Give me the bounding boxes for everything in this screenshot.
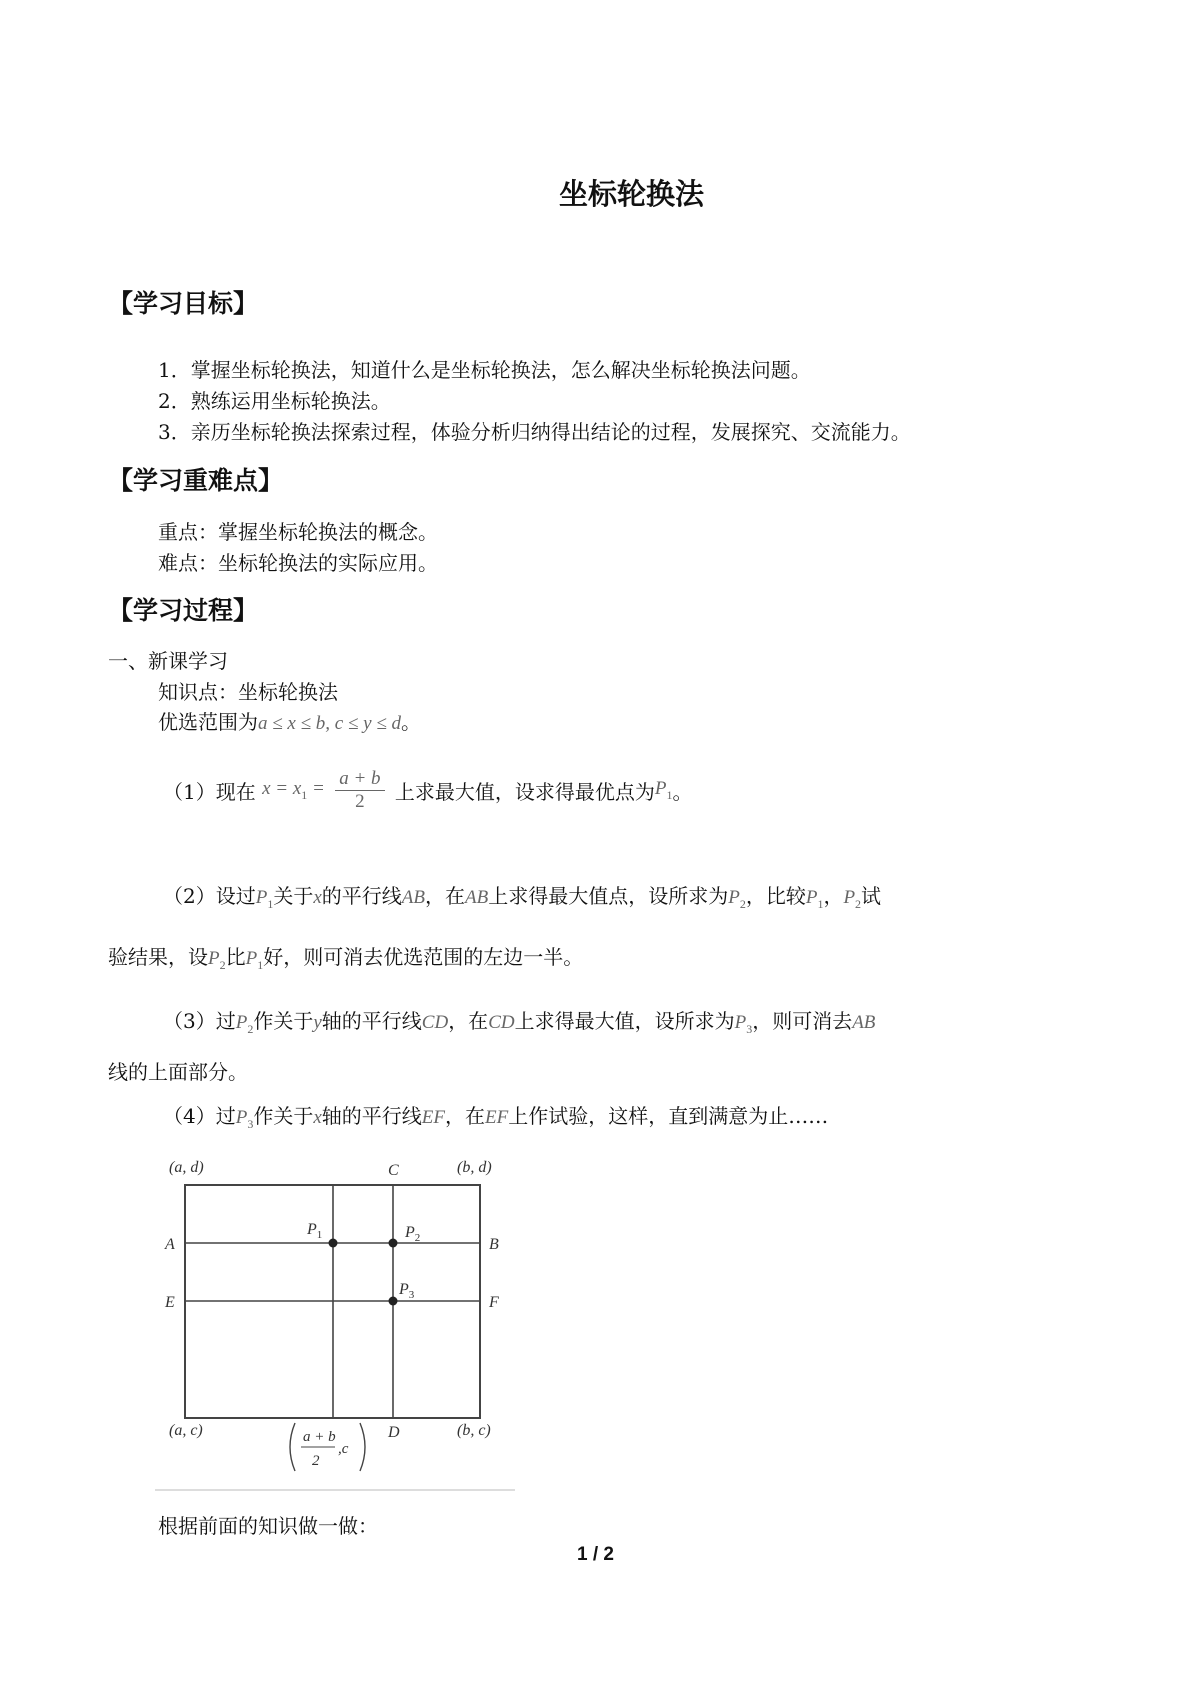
figure-point-p1 bbox=[329, 1239, 338, 1248]
range-prefix: 优选范围为 bbox=[158, 710, 258, 734]
label-d: D bbox=[388, 1424, 400, 1441]
corner-bottom-left: (a, c) bbox=[169, 1422, 203, 1439]
step-4-end: 上作试验，这样，直到满意为止…… bbox=[508, 1104, 829, 1128]
step-4-prefix: （4）过 bbox=[163, 1104, 236, 1128]
step-3-cd: CD bbox=[421, 1012, 449, 1033]
label-e: E bbox=[165, 1294, 175, 1311]
step-3-prefix: （3）过 bbox=[163, 1009, 236, 1033]
step-2-p1: $P_1$ bbox=[255, 887, 274, 911]
page-number: 1 / 2 bbox=[577, 1544, 614, 1565]
step-2-line-2 bbox=[108, 941, 583, 973]
label-p1: $P_1$ bbox=[307, 1221, 323, 1241]
step-3-p3: $P_3$ bbox=[734, 1012, 753, 1036]
figure-point-p3 bbox=[389, 1297, 398, 1306]
step-4-p3: $P_3$ bbox=[235, 1107, 254, 1131]
step-2-bi: 比 bbox=[225, 945, 246, 969]
step-2-x: x bbox=[313, 887, 322, 908]
step-2-shi: 试 bbox=[861, 884, 882, 908]
step-2-p1-c: $P_1$ bbox=[245, 948, 264, 972]
step-3-ab: AB bbox=[852, 1012, 876, 1033]
step-2-find: 上求得最大值点，设所求为 bbox=[488, 884, 729, 908]
step-1 bbox=[163, 768, 693, 813]
corner-top-left: (a, d) bbox=[169, 1159, 204, 1176]
knowledge-point: 知识点：坐标轮换法 bbox=[158, 680, 338, 704]
label-c: C bbox=[388, 1162, 399, 1179]
after-figure-text: 根据前面的知识做一做： bbox=[158, 1514, 378, 1538]
figure-point-p2 bbox=[389, 1239, 398, 1248]
svg-text:a + b: a + b bbox=[303, 1429, 336, 1445]
step-3-on: ，在 bbox=[448, 1009, 489, 1033]
step-1-fraction: $\frac{a + b}{2}$ bbox=[335, 768, 384, 813]
step-1-p1: $P_1$ bbox=[654, 778, 673, 802]
svg-text:2: 2 bbox=[312, 1453, 320, 1469]
step-4-x: x bbox=[313, 1107, 322, 1128]
label-f: F bbox=[489, 1294, 499, 1311]
range-math: a ≤ x ≤ b, c ≤ y ≤ d bbox=[258, 713, 402, 734]
goal-item-3: 3．亲历坐标轮换法探索过程，体验分析归纳得出结论的过程，发展探究、交流能力。 bbox=[158, 420, 911, 444]
label-p3: $P_3$ bbox=[399, 1281, 415, 1301]
step-2-about: 关于 bbox=[273, 884, 314, 908]
step-2-result: 验结果，设 bbox=[108, 945, 208, 969]
label-a: A bbox=[165, 1236, 175, 1253]
step-4-parallel: 轴的平行线 bbox=[321, 1104, 422, 1128]
step-4-ef: EF bbox=[421, 1107, 445, 1128]
step-1-x-eq: $x = x_1$ = bbox=[262, 778, 325, 802]
step-2-p2-b: $P_2$ bbox=[843, 887, 862, 911]
step-2-p1-b: $P_1$ bbox=[805, 887, 824, 911]
step-2-ab: AB bbox=[401, 887, 425, 908]
goal-item-1: 1．掌握坐标轮换法，知道什么是坐标轮换法，怎么解决坐标轮换法问题。 bbox=[158, 358, 811, 382]
corner-bottom-right: (b, c) bbox=[457, 1422, 491, 1439]
step-1-end: 。 bbox=[672, 780, 693, 804]
step-2-ab-2: AB bbox=[465, 887, 489, 908]
step-2-parallel: 的平行线 bbox=[321, 884, 402, 908]
step-3-line-1 bbox=[163, 1005, 875, 1037]
step-3-parallel: 轴的平行线 bbox=[321, 1009, 422, 1033]
step-4-about: 作关于 bbox=[253, 1104, 314, 1128]
step-2-on: ，在 bbox=[425, 884, 465, 908]
step-1-middle: 上求最大值，设求得最优点为 bbox=[394, 780, 655, 804]
step-2-p2-c: $P_2$ bbox=[208, 948, 226, 972]
step-2-comma: ， bbox=[823, 884, 844, 908]
part-one-heading: 一、新课学习 bbox=[108, 649, 228, 673]
key-point: 重点：掌握坐标轮换法的概念。 bbox=[158, 520, 438, 544]
goal-item-2: 2．熟练运用坐标轮换法。 bbox=[158, 389, 391, 413]
step-2-prefix: （2）设过 bbox=[163, 884, 256, 908]
step-3-y: y bbox=[313, 1012, 322, 1033]
coordinate-rotation-figure bbox=[155, 1155, 525, 1495]
page-title: 坐标轮换法 bbox=[558, 177, 704, 211]
step-1-prefix: （1）现在 bbox=[163, 780, 256, 804]
corner-top-right: (b, d) bbox=[457, 1159, 492, 1176]
step-3-cd-2: CD bbox=[488, 1012, 515, 1033]
step-3-eliminate: ，则可消去 bbox=[752, 1009, 853, 1033]
step-4 bbox=[163, 1100, 828, 1132]
process-heading: 【学习过程】 bbox=[108, 596, 259, 625]
bottom-midpoint-label bbox=[290, 1423, 365, 1471]
label-b: B bbox=[489, 1236, 499, 1253]
step-4-ef-2: EF bbox=[485, 1107, 509, 1128]
step-3-find: 上求得最大值，设所求为 bbox=[514, 1009, 735, 1033]
key-heading: 【学习重难点】 bbox=[108, 466, 284, 495]
difficult-point: 难点：坐标轮换法的实际应用。 bbox=[158, 551, 438, 575]
step-4-on: ，在 bbox=[445, 1104, 485, 1128]
svg-text:,c: ,c bbox=[338, 1441, 349, 1457]
step-2-conclusion: 好，则可消去优选范围的左边一半。 bbox=[263, 945, 584, 969]
range-line bbox=[158, 706, 421, 735]
goals-heading: 【学习目标】 bbox=[108, 289, 259, 318]
step-2-line-1 bbox=[163, 880, 881, 912]
step-2-p2: $P_2$ bbox=[728, 887, 746, 911]
step-3-about: 作关于 bbox=[253, 1009, 314, 1033]
step-2-compare: ，比较 bbox=[745, 884, 806, 908]
step-3-p2: $P_2$ bbox=[235, 1012, 254, 1036]
label-p2: $P_2$ bbox=[405, 1224, 421, 1244]
range-suffix: 。 bbox=[401, 710, 422, 734]
step-3-line-2: 线的上面部分。 bbox=[108, 1060, 248, 1084]
